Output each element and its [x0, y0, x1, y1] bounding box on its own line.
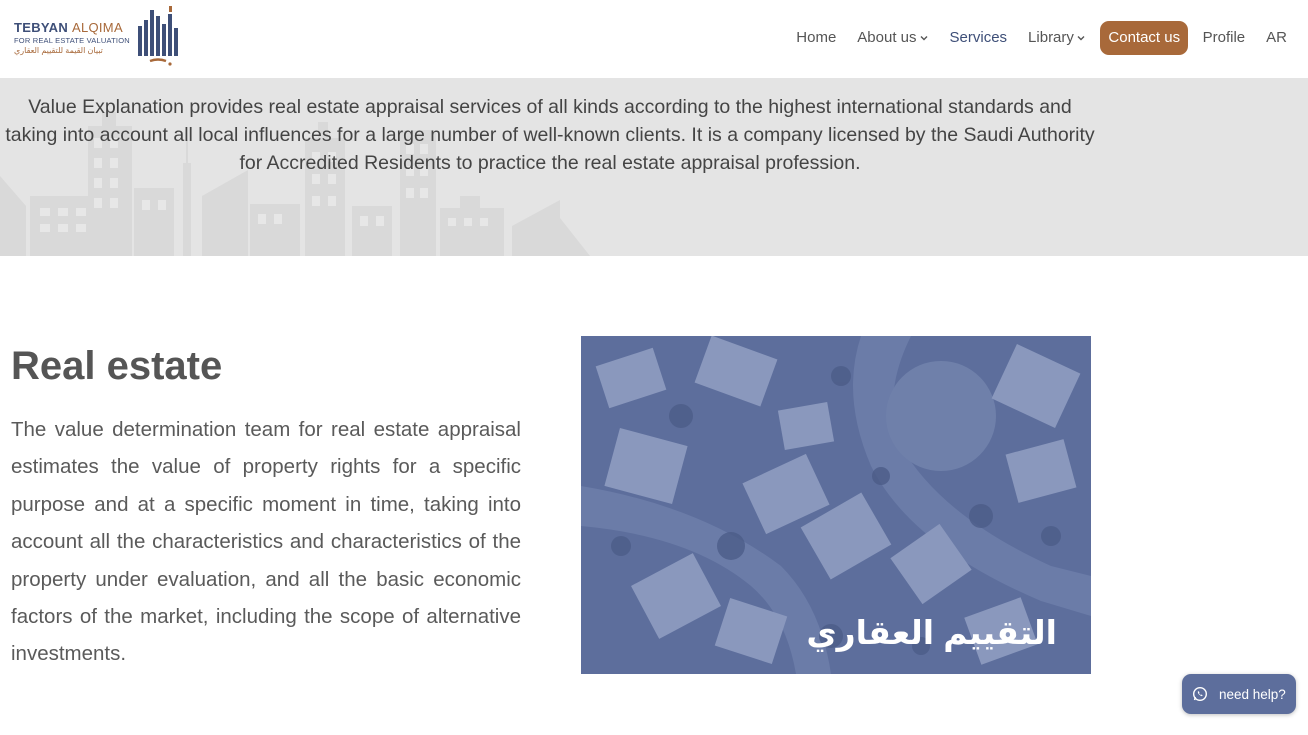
- nav-home-label: Home: [796, 29, 837, 46]
- logo-wordmark: [14, 20, 130, 55]
- nav-library[interactable]: [1018, 21, 1097, 55]
- need-help-label: need help?: [1219, 686, 1286, 702]
- logo-arabic-name: تبيان القيمة للتقييم العقاري: [14, 46, 103, 55]
- image-caption: التقييم العقاري: [806, 614, 1057, 651]
- logo-mark-icon: [136, 6, 182, 68]
- nav-home[interactable]: [786, 21, 847, 55]
- language-switch[interactable]: [1256, 21, 1308, 55]
- language-switch-label: AR: [1266, 29, 1287, 46]
- site-logo[interactable]: [14, 6, 184, 70]
- contact-us-button[interactable]: [1100, 21, 1188, 55]
- whatsapp-icon: [1192, 686, 1208, 702]
- nav-library-label: Library: [1028, 29, 1074, 46]
- logo-name-2: ALQIMA: [71, 20, 123, 35]
- main-nav: [786, 21, 1308, 55]
- contact-us-label: Contact us: [1108, 29, 1181, 46]
- real-estate-image: [581, 336, 1091, 674]
- nav-services-label: Services: [949, 29, 1008, 46]
- chevron-down-icon: [1076, 33, 1086, 43]
- logo-name-1: TEBYAN: [14, 20, 69, 35]
- intro-banner: [0, 78, 1308, 256]
- intro-text: Value Explanation provides real estate appraisal services of all kinds according to the highest international standards and taking into account all local influences for a large number of well-known clients. It is a company licensed by the Saudi Authority for Accredited Residents to practice the real estate appraisal profession.: [5, 96, 1095, 174]
- chevron-down-icon: [919, 33, 929, 43]
- need-help-button[interactable]: [1182, 674, 1296, 714]
- section-description: The value determination team for real estate appraisal estimates the value of property rights for a specific purpose and at a specific moment in time, taking into account all the characteristics and characteristics of the property under evaluation, and all the basic economic factors of the market, including the scope of alternative investments.: [11, 418, 521, 666]
- nav-profile-label: Profile: [1202, 29, 1246, 46]
- nav-services[interactable]: [939, 21, 1018, 55]
- site-header: [0, 0, 1308, 78]
- logo-title: [14, 20, 130, 35]
- nav-about-label: About us: [857, 29, 917, 46]
- section-title: Real estate: [11, 344, 223, 388]
- nav-profile[interactable]: [1192, 21, 1256, 55]
- logo-tagline: FOR REAL ESTATE VALUATION: [14, 36, 130, 45]
- nav-about[interactable]: [847, 21, 939, 55]
